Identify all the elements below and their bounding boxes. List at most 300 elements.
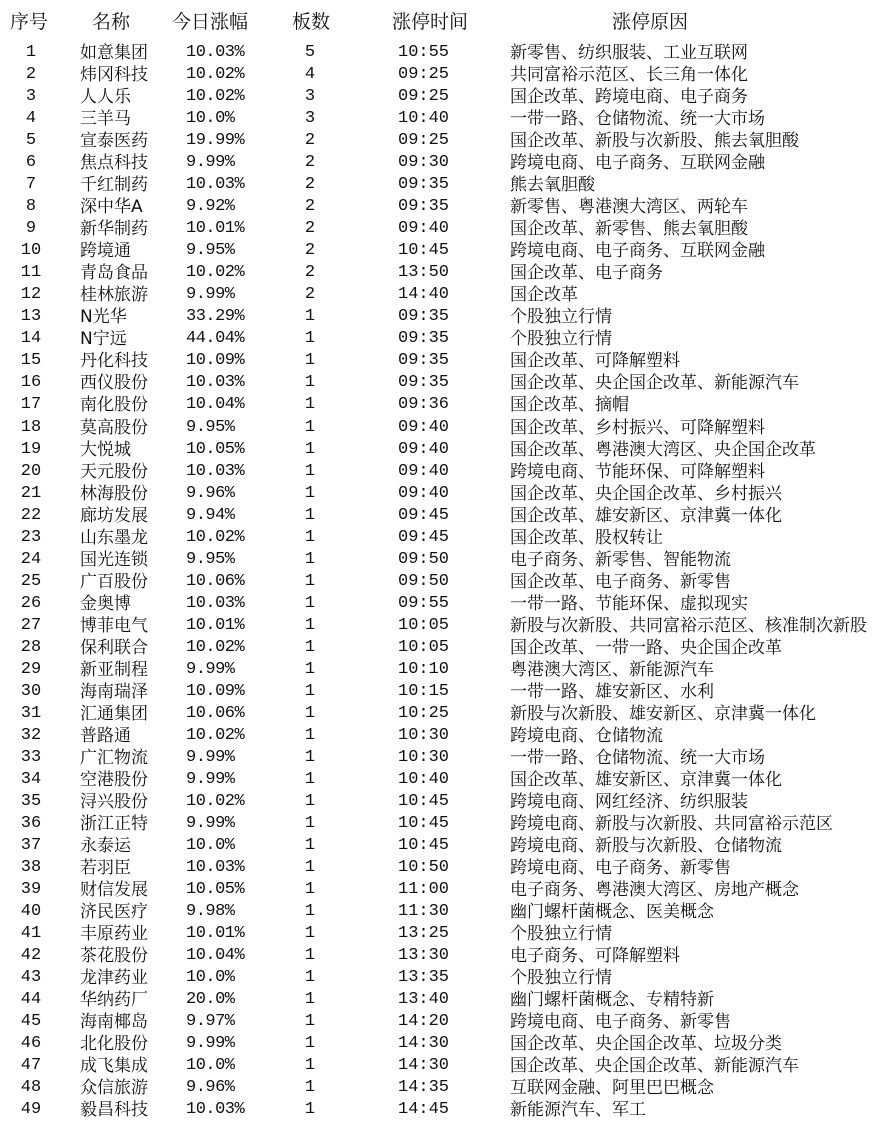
table-row <box>0 835 880 857</box>
cell-pct: 9.96% <box>186 483 235 503</box>
cell-time: 09:25 <box>398 131 450 151</box>
cell-seq: 45 <box>20 1012 42 1032</box>
cell-seq: 42 <box>20 946 42 966</box>
cell-reason: 个股独立行情 <box>510 968 612 989</box>
table-row <box>0 1033 880 1055</box>
cell-seq: 48 <box>20 1078 42 1098</box>
cell-seq: 20 <box>20 461 42 481</box>
cell-time: 10:30 <box>398 725 450 745</box>
cell-seq: 27 <box>20 615 42 635</box>
cell-reason: 熊去氧胆酸 <box>510 175 595 196</box>
cell-pct: 10.03% <box>186 43 245 62</box>
cell-boards: 1 <box>304 924 316 944</box>
cell-time: 10:45 <box>398 814 450 834</box>
cell-seq: 9 <box>25 219 37 239</box>
cell-name: 北化股份 <box>80 1034 148 1055</box>
cell-reason: 国企改革、一带一路、央企国企改革 <box>510 637 782 658</box>
cell-reason: 国企改革、摘帽 <box>510 395 629 416</box>
table-row <box>0 461 880 483</box>
cell-boards: 1 <box>304 1100 316 1120</box>
cell-reason: 跨境电商、节能环保、可降解塑料 <box>510 461 765 482</box>
cell-pct: 10.02% <box>186 263 245 283</box>
table-row <box>0 196 880 218</box>
table-row <box>0 372 880 394</box>
cell-seq: 44 <box>20 990 42 1010</box>
table-row <box>0 86 880 108</box>
cell-boards: 1 <box>304 593 316 613</box>
cell-name: 南化股份 <box>80 395 148 416</box>
cell-reason: 跨境电商、电子商务、新零售 <box>510 858 731 879</box>
table-row <box>0 218 880 240</box>
cell-time: 09:35 <box>398 329 450 349</box>
cell-reason: 国企改革、粤港澳大湾区、央企国企改革 <box>510 439 816 460</box>
cell-name: 永泰运 <box>80 836 131 857</box>
table-row <box>0 791 880 813</box>
cell-reason: 一带一路、雄安新区、水利 <box>510 681 714 702</box>
cell-pct: 10.02% <box>186 87 245 107</box>
table-row <box>0 747 880 769</box>
cell-pct: 9.98% <box>186 902 235 922</box>
cell-name: N宁远 <box>80 329 127 350</box>
cell-pct: 10.02% <box>186 792 245 812</box>
table-row <box>0 725 880 747</box>
cell-name: N光华 <box>80 307 127 328</box>
cell-pct: 10.0% <box>186 968 235 988</box>
table-row <box>0 681 880 703</box>
cell-seq: 1 <box>25 43 37 62</box>
table-row <box>0 328 880 350</box>
cell-pct: 9.99% <box>186 285 235 305</box>
cell-time: 10:30 <box>398 747 450 767</box>
cell-name: 莫高股份 <box>80 417 148 438</box>
table-row <box>0 967 880 989</box>
cell-pct: 9.96% <box>186 1078 235 1098</box>
cell-seq: 31 <box>20 703 42 723</box>
header-time: 涨停时间 <box>392 11 469 33</box>
cell-time: 10:25 <box>398 703 450 723</box>
cell-boards: 1 <box>304 946 316 966</box>
table-row <box>0 945 880 967</box>
cell-name: 众信旅游 <box>80 1078 148 1099</box>
cell-name: 海南椰岛 <box>80 1012 148 1033</box>
cell-pct: 10.09% <box>186 681 245 701</box>
cell-reason: 一带一路、仓储物流、统一大市场 <box>510 109 765 130</box>
cell-time: 09:36 <box>398 395 450 415</box>
header-seq: 序号 <box>10 11 49 33</box>
cell-reason: 互联网金融、阿里巴巴概念 <box>510 1078 714 1099</box>
cell-name: 焦点科技 <box>80 153 148 174</box>
cell-name: 空港股份 <box>80 769 148 790</box>
cell-seq: 49 <box>20 1100 42 1120</box>
cell-time: 09:35 <box>398 175 450 195</box>
cell-time: 09:55 <box>398 593 450 613</box>
header-name: 名称 <box>92 11 131 33</box>
cell-pct: 10.0% <box>186 109 235 129</box>
cell-time: 14:40 <box>398 285 450 305</box>
cell-name: 保利联合 <box>80 637 148 658</box>
cell-seq: 43 <box>20 968 42 988</box>
cell-pct: 10.04% <box>186 395 245 415</box>
cell-name: 汇通集团 <box>80 703 148 724</box>
table-row <box>0 42 880 64</box>
cell-time: 09:50 <box>398 571 450 591</box>
cell-pct: 44.04% <box>186 329 245 349</box>
cell-time: 09:35 <box>398 373 450 393</box>
table-row <box>0 1011 880 1033</box>
cell-name: 茶花股份 <box>80 946 148 967</box>
table-row <box>0 394 880 416</box>
cell-boards: 3 <box>304 87 316 107</box>
cell-seq: 13 <box>20 307 42 327</box>
table-row <box>0 1099 880 1121</box>
cell-time: 09:50 <box>398 549 450 569</box>
cell-reason: 跨境电商、新股与次新股、仓储物流 <box>510 836 782 857</box>
cell-seq: 19 <box>20 439 42 459</box>
cell-pct: 33.29% <box>186 307 245 327</box>
cell-name: 大悦城 <box>80 439 131 460</box>
table-row <box>0 439 880 461</box>
cell-name: 广百股份 <box>80 571 148 592</box>
cell-boards: 2 <box>304 263 316 283</box>
cell-seq: 25 <box>20 571 42 591</box>
cell-name: 海南瑞泽 <box>80 681 148 702</box>
cell-boards: 1 <box>304 329 316 349</box>
table-row <box>0 174 880 196</box>
cell-boards: 1 <box>304 439 316 459</box>
cell-seq: 2 <box>25 65 37 85</box>
cell-seq: 37 <box>20 836 42 856</box>
cell-boards: 1 <box>304 351 316 371</box>
cell-reason: 幽门螺杆菌概念、专精特新 <box>510 990 714 1011</box>
cell-boards: 1 <box>304 902 316 922</box>
cell-time: 09:40 <box>398 417 450 437</box>
cell-pct: 10.05% <box>186 439 245 459</box>
cell-seq: 18 <box>20 417 42 437</box>
cell-seq: 29 <box>20 659 42 679</box>
cell-time: 14:35 <box>398 1078 450 1098</box>
cell-seq: 11 <box>20 263 42 283</box>
table-row <box>0 1055 880 1077</box>
cell-pct: 10.0% <box>186 1056 235 1076</box>
table-row <box>0 901 880 923</box>
cell-seq: 26 <box>20 593 42 613</box>
cell-boards: 2 <box>304 285 316 305</box>
cell-pct: 10.06% <box>186 571 245 591</box>
table-row <box>0 417 880 439</box>
cell-time: 13:30 <box>398 946 450 966</box>
cell-time: 09:45 <box>398 505 450 525</box>
cell-boards: 1 <box>304 505 316 525</box>
cell-reason: 国企改革、股权转让 <box>510 527 663 548</box>
cell-name: 华纳药厂 <box>80 990 148 1011</box>
cell-reason: 跨境电商、新股与次新股、共同富裕示范区 <box>510 814 833 835</box>
cell-pct: 19.99% <box>186 131 245 151</box>
cell-reason: 个股独立行情 <box>510 329 612 350</box>
cell-seq: 6 <box>25 153 37 173</box>
cell-reason: 跨境电商、网红经济、纺织服装 <box>510 792 748 813</box>
cell-seq: 17 <box>20 395 42 415</box>
cell-reason: 国企改革、乡村振兴、可降解塑料 <box>510 417 765 438</box>
cell-time: 10:40 <box>398 109 450 129</box>
cell-pct: 10.02% <box>186 65 245 85</box>
cell-pct: 9.99% <box>186 153 235 173</box>
cell-pct: 10.05% <box>186 880 245 900</box>
cell-time: 10:15 <box>398 681 450 701</box>
cell-reason: 新股与次新股、雄安新区、京津冀一体化 <box>510 703 816 724</box>
cell-reason: 个股独立行情 <box>510 924 612 945</box>
cell-boards: 1 <box>304 1056 316 1076</box>
cell-seq: 4 <box>25 109 37 129</box>
table-row <box>0 108 880 130</box>
table-row <box>0 505 880 527</box>
cell-pct: 10.03% <box>186 858 245 878</box>
cell-seq: 24 <box>20 549 42 569</box>
cell-time: 10:45 <box>398 836 450 856</box>
cell-boards: 1 <box>304 858 316 878</box>
table-row <box>0 1077 880 1099</box>
cell-pct: 10.01% <box>186 219 245 239</box>
cell-time: 09:35 <box>398 351 450 371</box>
table-row <box>0 593 880 615</box>
cell-name: 新亚制程 <box>80 659 148 680</box>
cell-name: 林海股份 <box>80 483 148 504</box>
cell-boards: 1 <box>304 659 316 679</box>
cell-reason: 个股独立行情 <box>510 307 612 328</box>
cell-reason: 国企改革、可降解塑料 <box>510 351 680 372</box>
cell-reason: 一带一路、节能环保、虚拟现实 <box>510 593 748 614</box>
cell-pct: 9.97% <box>186 1012 235 1032</box>
cell-boards: 2 <box>304 219 316 239</box>
cell-name: 博菲电气 <box>80 615 148 636</box>
cell-pct: 10.03% <box>186 1100 245 1120</box>
cell-name: 宣泰医药 <box>80 131 148 152</box>
cell-boards: 2 <box>304 241 316 261</box>
table-row <box>0 989 880 1011</box>
cell-name: 丹化科技 <box>80 351 148 372</box>
table-row <box>0 262 880 284</box>
cell-time: 09:30 <box>398 153 450 173</box>
cell-time: 09:45 <box>398 527 450 547</box>
table-row <box>0 813 880 835</box>
cell-boards: 1 <box>304 880 316 900</box>
cell-reason: 国企改革、电子商务 <box>510 263 663 284</box>
cell-boards: 5 <box>304 43 316 62</box>
cell-seq: 12 <box>20 285 42 305</box>
table-row <box>0 284 880 306</box>
cell-seq: 46 <box>20 1034 42 1054</box>
cell-boards: 1 <box>304 417 316 437</box>
table-row <box>0 240 880 262</box>
cell-seq: 32 <box>20 725 42 745</box>
cell-time: 14:30 <box>398 1034 450 1054</box>
table-row <box>0 637 880 659</box>
cell-pct: 10.02% <box>186 637 245 657</box>
cell-boards: 1 <box>304 968 316 988</box>
cell-name: 若羽臣 <box>80 858 131 879</box>
cell-name: 桂林旅游 <box>80 285 148 306</box>
table-row <box>0 527 880 549</box>
cell-time: 10:45 <box>398 241 450 261</box>
cell-reason: 共同富裕示范区、长三角一体化 <box>510 65 748 86</box>
cell-boards: 1 <box>304 1034 316 1054</box>
cell-pct: 10.06% <box>186 703 245 723</box>
cell-pct: 20.0% <box>186 990 235 1010</box>
cell-boards: 2 <box>304 197 316 217</box>
cell-pct: 9.94% <box>186 505 235 525</box>
cell-boards: 1 <box>304 483 316 503</box>
table-row <box>0 615 880 637</box>
cell-pct: 10.03% <box>186 593 245 613</box>
table-row <box>0 130 880 152</box>
cell-seq: 3 <box>25 87 37 107</box>
cell-pct: 10.03% <box>186 461 245 481</box>
cell-boards: 2 <box>304 175 316 195</box>
cell-boards: 1 <box>304 461 316 481</box>
cell-time: 13:40 <box>398 990 450 1010</box>
table-row <box>0 152 880 174</box>
cell-name: 青岛食品 <box>80 263 148 284</box>
cell-seq: 21 <box>20 483 42 503</box>
cell-name: 成飞集成 <box>80 1056 148 1077</box>
cell-time: 09:25 <box>398 65 450 85</box>
cell-pct: 9.99% <box>186 769 235 789</box>
table-row <box>0 659 880 681</box>
table-row <box>0 769 880 791</box>
table-row <box>0 879 880 901</box>
cell-time: 14:20 <box>398 1012 450 1032</box>
cell-reason: 国企改革、央企国企改革、新能源汽车 <box>510 373 799 394</box>
cell-seq: 14 <box>20 329 42 349</box>
cell-reason: 跨境电商、仓储物流 <box>510 725 663 746</box>
cell-name: 广汇物流 <box>80 747 148 768</box>
cell-reason: 国企改革、跨境电商、电子商务 <box>510 87 748 108</box>
cell-reason: 新能源汽车、军工 <box>510 1100 646 1121</box>
cell-time: 10:55 <box>398 43 450 62</box>
table-row <box>0 571 880 593</box>
cell-pct: 9.99% <box>186 814 235 834</box>
cell-name: 廊坊发展 <box>80 505 148 526</box>
cell-name: 济民医疗 <box>80 902 148 923</box>
cell-name: 深中华A <box>80 197 143 218</box>
cell-name: 炜冈科技 <box>80 65 148 86</box>
cell-boards: 2 <box>304 131 316 151</box>
cell-boards: 1 <box>304 814 316 834</box>
cell-time: 14:45 <box>398 1100 450 1120</box>
cell-reason: 跨境电商、电子商务、互联网金融 <box>510 241 765 262</box>
table-row <box>0 923 880 945</box>
cell-name: 山东墨龙 <box>80 527 148 548</box>
cell-boards: 1 <box>304 703 316 723</box>
cell-name: 龙津药业 <box>80 968 148 989</box>
cell-boards: 1 <box>304 990 316 1010</box>
cell-seq: 8 <box>25 197 37 217</box>
table-row <box>0 64 880 86</box>
cell-boards: 1 <box>304 307 316 327</box>
cell-reason: 国企改革、新股与次新股、熊去氧胆酸 <box>510 131 799 152</box>
cell-pct: 10.01% <box>186 924 245 944</box>
cell-name: 浔兴股份 <box>80 792 148 813</box>
table-row <box>0 549 880 571</box>
cell-seq: 39 <box>20 880 42 900</box>
cell-time: 09:25 <box>398 87 450 107</box>
cell-pct: 10.03% <box>186 175 245 195</box>
cell-reason: 跨境电商、电子商务、互联网金融 <box>510 153 765 174</box>
cell-pct: 10.02% <box>186 527 245 547</box>
cell-reason: 国企改革、新零售、熊去氧胆酸 <box>510 219 748 240</box>
cell-reason: 国企改革 <box>510 285 578 306</box>
table-row <box>0 703 880 725</box>
cell-boards: 1 <box>304 792 316 812</box>
cell-reason: 国企改革、雄安新区、京津冀一体化 <box>510 505 782 526</box>
cell-reason: 新股与次新股、共同富裕示范区、核准制次新股 <box>510 615 867 636</box>
cell-pct: 10.04% <box>186 946 245 966</box>
cell-name: 国光连锁 <box>80 549 148 570</box>
cell-name: 如意集团 <box>80 43 148 63</box>
cell-boards: 1 <box>304 373 316 393</box>
cell-time: 09:40 <box>398 219 450 239</box>
cell-reason: 电子商务、粤港澳大湾区、房地产概念 <box>510 880 799 901</box>
cell-seq: 38 <box>20 858 42 878</box>
cell-reason: 电子商务、可降解塑料 <box>510 946 680 967</box>
cell-reason: 粤港澳大湾区、新能源汽车 <box>510 659 714 680</box>
cell-seq: 33 <box>20 747 42 767</box>
cell-name: 金奥博 <box>80 593 131 614</box>
cell-boards: 1 <box>304 1078 316 1098</box>
cell-boards: 1 <box>304 395 316 415</box>
cell-reason: 国企改革、央企国企改革、新能源汽车 <box>510 1056 799 1077</box>
cell-pct: 10.09% <box>186 351 245 371</box>
cell-reason: 幽门螺杆菌概念、医美概念 <box>510 902 714 923</box>
cell-time: 13:25 <box>398 924 450 944</box>
cell-time: 10:45 <box>398 792 450 812</box>
cell-pct: 9.99% <box>186 659 235 679</box>
cell-pct: 10.03% <box>186 373 245 393</box>
cell-name: 普路通 <box>80 725 131 746</box>
cell-boards: 1 <box>304 571 316 591</box>
cell-pct: 10.02% <box>186 725 245 745</box>
cell-time: 10:50 <box>398 858 450 878</box>
cell-boards: 1 <box>304 637 316 657</box>
cell-pct: 10.0% <box>186 836 235 856</box>
cell-seq: 16 <box>20 373 42 393</box>
cell-reason: 新零售、纺织服装、工业互联网 <box>510 43 748 63</box>
cell-time: 10:05 <box>398 637 450 657</box>
cell-pct: 9.95% <box>186 417 235 437</box>
cell-name: 新华制药 <box>80 219 148 240</box>
cell-name: 千红制药 <box>80 175 148 196</box>
cell-name: 三羊马 <box>80 109 131 130</box>
cell-seq: 40 <box>20 902 42 922</box>
cell-seq: 28 <box>20 637 42 657</box>
cell-time: 13:50 <box>398 263 450 283</box>
cell-seq: 35 <box>20 792 42 812</box>
cell-boards: 1 <box>304 769 316 789</box>
cell-time: 11:00 <box>398 880 450 900</box>
cell-time: 14:30 <box>398 1056 450 1076</box>
cell-time: 09:35 <box>398 197 450 217</box>
cell-name: 浙江正特 <box>80 814 148 835</box>
cell-seq: 23 <box>20 527 42 547</box>
cell-boards: 1 <box>304 1012 316 1032</box>
cell-name: 财信发展 <box>80 880 148 901</box>
cell-boards: 1 <box>304 681 316 701</box>
cell-pct: 9.95% <box>186 241 235 261</box>
cell-name: 跨境通 <box>80 241 131 262</box>
table-row <box>0 306 880 328</box>
cell-reason: 新零售、粤港澳大湾区、两轮车 <box>510 197 748 218</box>
cell-reason: 国企改革、雄安新区、京津冀一体化 <box>510 769 782 790</box>
cell-boards: 1 <box>304 836 316 856</box>
